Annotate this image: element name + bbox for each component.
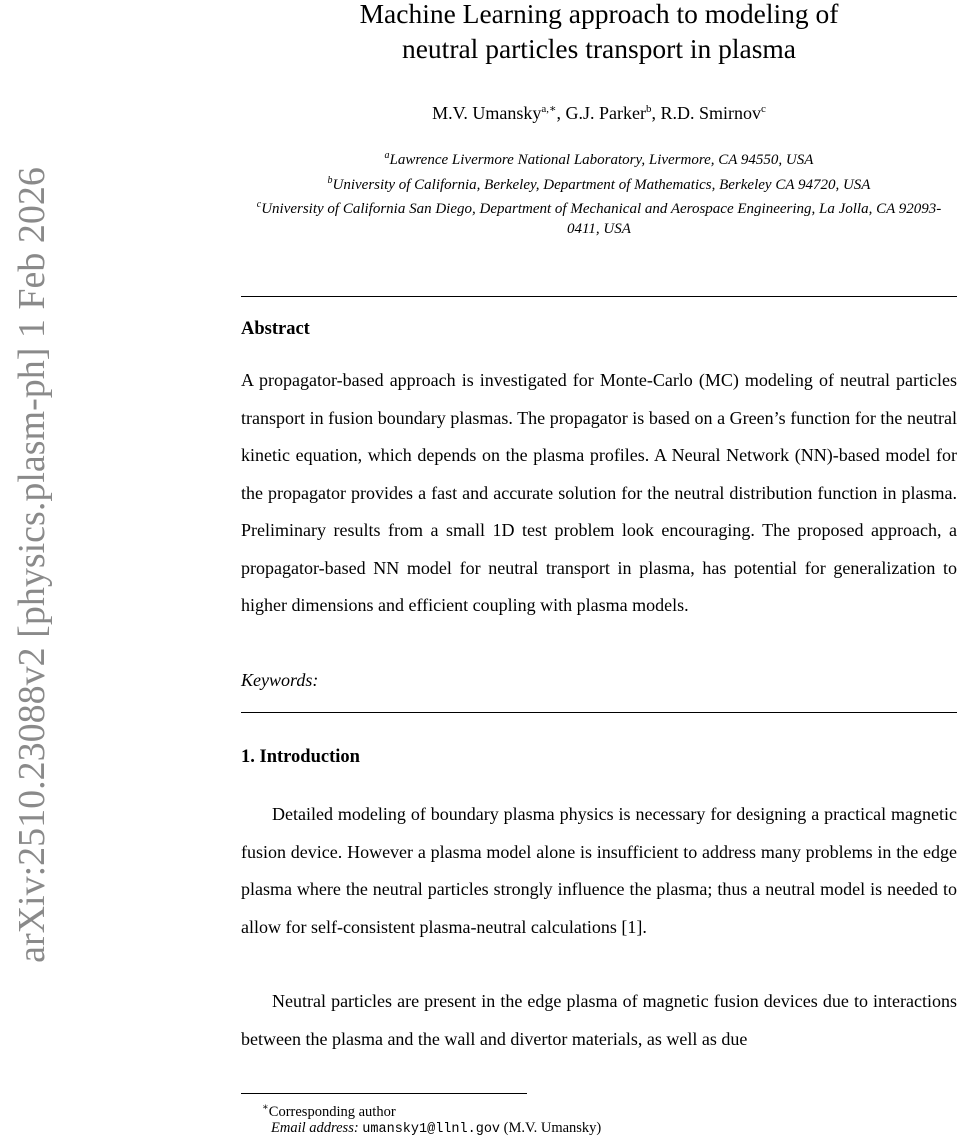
affiliation: $^c$University of California San Diego, Department of Mechanical and Aerospace Engineering, La Jolla, CA 92093-0411, USA bbox=[256, 199, 942, 237]
title-line-2: neutral particles transport in plasma bbox=[401, 33, 797, 64]
affiliation: $^b$University of California, Berkeley, Department of Mathematics, Berkeley CA 94720, USA bbox=[327, 174, 871, 193]
author-affil-mark: a,∗ bbox=[541, 103, 557, 115]
footnote-rule bbox=[241, 1093, 527, 1094]
affiliation: $^a$Lawrence Livermore National Laboratory, Livermore, CA 94550, USA bbox=[384, 150, 814, 168]
affiliation-list bbox=[241, 146, 957, 239]
section-heading-introduction: 1. Introduction bbox=[241, 747, 360, 767]
paper-title bbox=[241, 0, 957, 66]
title-line-1: Machine Learning approach to modeling of bbox=[359, 0, 839, 29]
abstract-heading: Abstract bbox=[241, 319, 310, 339]
footnote-corresponding: ∗Corresponding author bbox=[262, 1102, 396, 1120]
email-label: Email address: bbox=[271, 1120, 359, 1136]
arxiv-identifier: arXiv:2510.23088v2 [physics.plasm-ph] 1 Feb 2026 bbox=[11, 167, 53, 963]
author-name: R.D. Smirnov bbox=[660, 103, 761, 123]
email-owner: (M.V. Umansky) bbox=[503, 1120, 602, 1136]
intro-paragraph-1: Detailed modeling of boundary plasma physics is necessary for designing a practical magnetic fusion device. However a plasma model alone is insufficient to address many problems in the edge plasma where the neutral particles strongly influence the plasma; thus a neutral model is needed to allow for self-consistent plasma-neutral calculations [1]. bbox=[241, 804, 957, 937]
author-affil-mark: b bbox=[645, 103, 652, 115]
author-list: M.V. Umansky$^{a,∗}$, G.J. Parker$^b$, R.D. Smirnov$^c$ bbox=[432, 103, 766, 123]
divider-bottom bbox=[241, 712, 957, 713]
intro-paragraph-2: Neutral particles are present in the edge plasma of magnetic fusion devices due to interactions between the plasma and the wall and divertor materials, as well as due bbox=[241, 991, 957, 1049]
keywords-label: Keywords: bbox=[241, 670, 319, 690]
divider-top bbox=[241, 296, 957, 297]
author-name: M.V. Umansky bbox=[432, 103, 542, 123]
abstract-text: A propagator-based approach is investigated for Monte-Carlo (MC) modeling of neutral particles transport in fusion boundary plasmas. The propagator is based on a Green’s function for the neutral kinetic equation, which depends on the plasma profiles. A Neural Network (NN)-based model for the propagator provides a fast and accurate solution for the neutral distribution function in plasma. Preliminary results from a small 1D test problem look encouraging. The proposed approach, a propagator-based NN model for neutral transport in plasma, has potential for generalization to higher dimensions and efficient coupling with plasma models. bbox=[241, 370, 957, 615]
email-address[interactable]: umansky1@llnl.gov bbox=[362, 1122, 501, 1137]
author-affil-mark: c bbox=[760, 103, 766, 115]
author-name: G.J. Parker bbox=[565, 103, 646, 123]
footnote-marker: ∗ bbox=[262, 1102, 269, 1113]
